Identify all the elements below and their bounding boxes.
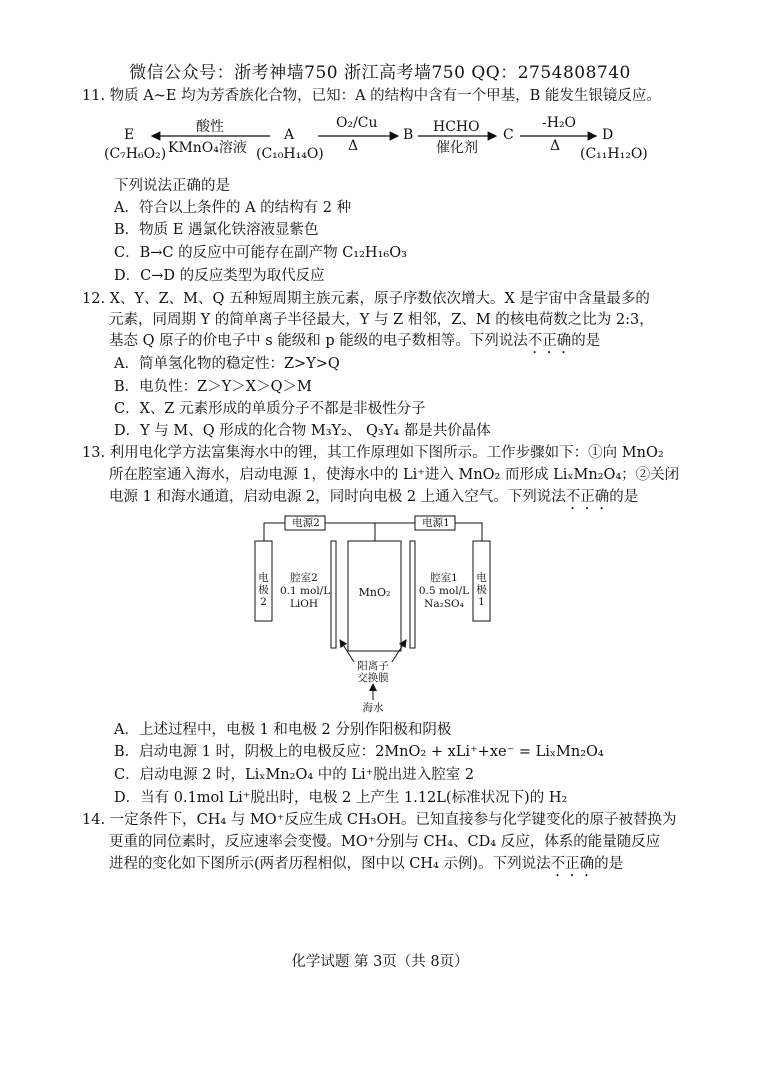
watermark: 微信公众号：浙考神墙750 浙江高考墙750 QQ：2754808740 xyxy=(129,63,631,83)
q12-stem-line3: 基态 Q 原子的价电子中 s 能级和 p 能级的电子数相等。下列说法不正确的是 xyxy=(109,333,601,349)
mno2-label: MnO₂ xyxy=(358,586,391,599)
membrane-label: 阳离子 交换膜 xyxy=(357,660,389,684)
q12-stem-line1: 12. X、Y、Z、M、Q 五种短周期主族元素，原子序数依次增大。X 是宇宙中含量最多的 xyxy=(82,291,650,307)
cond-cd-top: -H₂O xyxy=(542,115,577,131)
compound-d-formula: (C₁₁H₁₂O) xyxy=(580,146,648,162)
q13-stem-line2: 所在腔室通入海水，启动电源 1，使海水中的 Li⁺进入 MnO₂ 而形成 LiₓMn₂O₄；②关闭 xyxy=(109,467,680,483)
q14-emphasis: 不正确 xyxy=(550,856,595,872)
compound-a-formula: (C₁₀H₁₄O) xyxy=(256,146,324,162)
q12-stem-line2: 元素，同周期 Y 的简单离子半径最大，Y 与 Z 相邻，Z、M 的核电荷数之比为 2:3， xyxy=(109,312,654,328)
q13-option-c[interactable]: C．启动电源 2 时，LiₓMn₂O₄ 中的 Li⁺脱出进入腔室 2 xyxy=(114,767,475,783)
q14-stem-line3: 进程的变化如下图所示(两者历程相似，图中以 CH₄ 示例)。下列说法不正确的是 xyxy=(109,856,624,872)
q13-option-a[interactable]: A．上述过程中，电极 1 和电极 2 分别作阳极和阴极 xyxy=(114,722,452,738)
chamber-2-label: 腔室2 0.1 mol/L LiOH xyxy=(280,572,331,610)
power-supply-2-label: 电源2 xyxy=(292,517,320,529)
q11-prompt: 下列说法正确的是 xyxy=(114,178,230,194)
q14-stem-line2: 更重的同位素时，反应速率会变慢。MO⁺分别与 CH₄、CD₄ 反应，体系的能量随反应 xyxy=(109,834,661,850)
q12-option-d[interactable]: D．Y 与 M、Q 形成的化合物 M₃Y₂、 Q₃Y₄ 都是共价晶体 xyxy=(114,423,491,439)
electrode-2-label: 电 极 2 xyxy=(258,572,269,608)
q11-option-a[interactable]: A．符合以上条件的 A 的结构有 2 种 xyxy=(114,200,352,216)
q12-option-c[interactable]: C．X、Z 元素形成的单质分子不都是非极性分子 xyxy=(114,401,426,417)
cond-cd-bottom: Δ xyxy=(550,138,561,154)
power-supply-1-label: 电源1 xyxy=(422,517,450,529)
q12-option-b[interactable]: B．电负性：Z＞Y＞X＞Q＞M xyxy=(114,379,312,395)
q11-stem: 11. 物质 A~E 均为芳香族化合物，已知：A 的结构中含有一个甲基，B 能发生银镜反应。 xyxy=(82,88,661,104)
wire-2-left xyxy=(264,523,285,541)
q12-option-a[interactable]: A．简单氢化物的稳定性：Z>Y>Q xyxy=(114,356,340,372)
compound-a: A xyxy=(284,127,295,143)
q11-option-b[interactable]: B．物质 E 遇氯化铁溶液显紫色 xyxy=(114,222,319,238)
wire-1-right xyxy=(455,523,482,541)
compound-e: E xyxy=(124,127,135,143)
q13-stem-line1: 13. 利用电化学方法富集海水中的锂，其工作原理如下图所示。工作步骤如下：①向 MnO₂ xyxy=(82,445,664,461)
q12-emphasis: 不正确 xyxy=(527,333,572,349)
cond-bc-bottom: 催化剂 xyxy=(436,140,478,156)
seawater-label: 海水 xyxy=(362,702,384,714)
q11-option-c[interactable]: C．B→C 的反应中可能存在副产物 C₁₂H₁₆O₃ xyxy=(114,245,407,261)
q11-option-d[interactable]: D．C→D 的反应类型为取代反应 xyxy=(114,268,325,284)
membrane-right xyxy=(410,541,415,648)
electrode-1-label: 电 极 1 xyxy=(476,572,487,608)
membrane-left xyxy=(331,541,336,648)
cond-bc-top: HCHO xyxy=(433,119,480,135)
cond-ab-top: O₂/Cu xyxy=(336,115,378,131)
page-footer: 化学试题 第 3页（共 8页） xyxy=(291,954,469,970)
q13-option-d[interactable]: D．当有 0.1mol Li⁺脱出时，电极 2 上产生 1.12L(标准状况下)的 H₂ xyxy=(114,790,568,806)
compound-d: D xyxy=(602,127,614,143)
compound-e-formula: (C₇H₆O₂) xyxy=(104,146,167,162)
wire-2-right xyxy=(325,523,375,541)
chamber-1-label: 腔室1 0.5 mol/L Na₂SO₄ xyxy=(418,572,470,610)
q13-emphasis: 不正确 xyxy=(565,489,610,505)
compound-c: C xyxy=(503,127,514,143)
q13-stem-line3: 电源 1 和海水通道，启动电源 2，同时向电极 2 上通入空气。下列说法不正确的是 xyxy=(109,489,639,505)
compound-b: B xyxy=(403,127,414,143)
q13-option-b[interactable]: B．启动电源 1 时，阴极上的电极反应：2MnO₂ + xLi⁺+xe⁻ = LiₓMn₂O₄ xyxy=(114,744,604,760)
cond-ab-bottom: Δ xyxy=(348,138,359,154)
q14-stem-line1: 14. 一定条件下，CH₄ 与 MO⁺反应生成 CH₃OH。已知直接参与化学键变化的原子被替换为 xyxy=(82,812,677,828)
cond-ea-top: 酸性 xyxy=(196,119,224,135)
cond-ea-bottom: KMnO₄溶液 xyxy=(168,140,247,156)
